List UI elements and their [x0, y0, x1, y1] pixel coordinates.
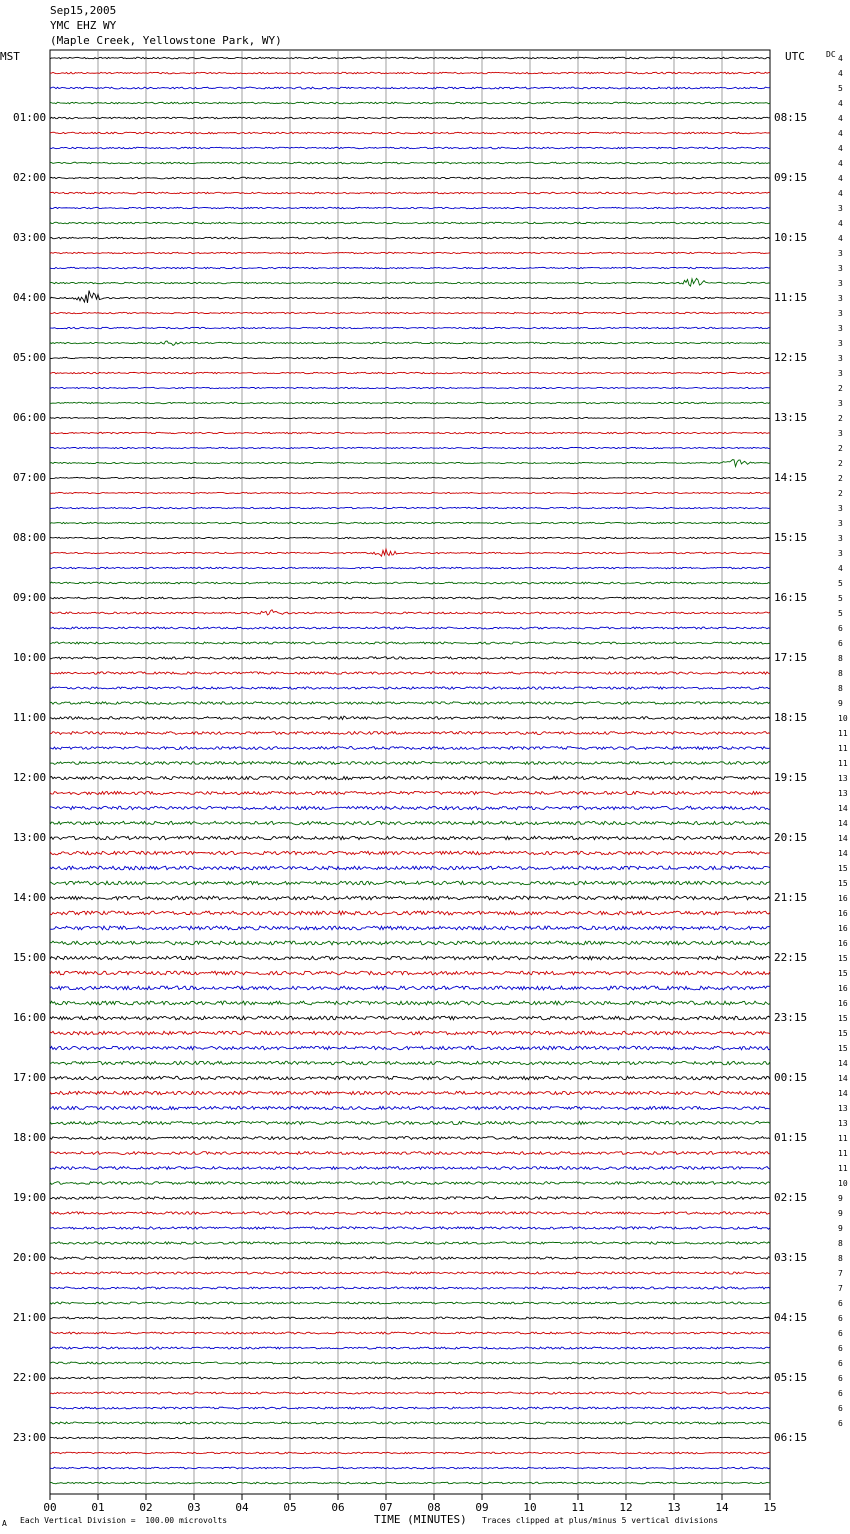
trace-55 [50, 881, 770, 885]
dc-offset-label: 3 [838, 504, 843, 513]
dc-offset-label: 5 [838, 594, 843, 603]
trace-22 [50, 387, 770, 388]
trace-70 [50, 1106, 770, 1109]
trace-39 [50, 642, 770, 644]
x-tick-label-09: 09 [475, 1501, 489, 1514]
dc-offset-label: 9 [838, 1194, 843, 1203]
left-time-label: 16:00 [13, 1011, 47, 1024]
right-time-label: 23:15 [774, 1011, 808, 1024]
station-location: (Maple Creek, Yellowstone Park, WY) [50, 34, 282, 47]
left-time-label: 05:00 [13, 351, 47, 364]
left-time-label: 15:00 [13, 951, 47, 964]
trace-62 [50, 986, 770, 990]
plot-frame [50, 50, 770, 1494]
dc-offset-label: 3 [838, 429, 843, 438]
trace-78 [50, 1227, 770, 1230]
dc-offset-label: 4 [838, 114, 843, 123]
x-tick-label-07: 07 [379, 1501, 393, 1514]
trace-81 [50, 1272, 770, 1274]
trace-6 [50, 147, 770, 149]
dc-offset-label: 4 [838, 564, 843, 573]
left-time-label: 04:00 [13, 291, 47, 304]
trace-26 [50, 447, 770, 448]
trace-89 [50, 1392, 770, 1394]
trace-82 [50, 1287, 770, 1289]
dc-offset-label: 8 [838, 684, 843, 693]
scale-note: Each Vertical Division = 100.00 microvolts [20, 1516, 228, 1525]
trace-25 [50, 432, 770, 433]
dc-offset-label: 6 [838, 1374, 843, 1383]
dc-offset-label: 2 [838, 444, 843, 453]
trace-71 [50, 1121, 770, 1124]
trace-3 [50, 102, 770, 104]
left-time-label: 08:00 [13, 531, 47, 544]
right-time-label: 05:15 [774, 1371, 808, 1384]
trace-23 [50, 402, 770, 403]
left-time-label: 06:00 [13, 411, 47, 424]
trace-83 [50, 1302, 770, 1304]
trace-13 [50, 252, 770, 253]
x-tick-label-14: 14 [715, 1501, 729, 1514]
dc-offset-label: 16 [838, 999, 848, 1008]
dc-offset-label: 4 [838, 219, 843, 228]
dc-offset-label: 6 [838, 1404, 843, 1413]
right-time-label: 20:15 [774, 831, 808, 844]
trace-49 [50, 791, 770, 794]
dc-offset-label: 3 [838, 294, 843, 303]
trace-54 [50, 866, 770, 870]
dc-offset-label: 15 [838, 1029, 848, 1038]
dc-offset-label: 4 [838, 99, 843, 108]
dc-offset-label: 15 [838, 1044, 848, 1053]
trace-64 [50, 1016, 770, 1020]
trace-51 [50, 821, 770, 824]
trace-80 [50, 1257, 770, 1259]
right-time-label: 06:15 [774, 1431, 808, 1444]
trace-14 [50, 267, 770, 268]
trace-79 [50, 1242, 770, 1244]
dc-offset-label: 15 [838, 879, 848, 888]
trace-19 [50, 341, 770, 345]
right-time-label: 00:15 [774, 1071, 808, 1084]
right-time-label: 18:15 [774, 711, 808, 724]
x-tick-label-11: 11 [571, 1501, 585, 1514]
x-tick-label-04: 04 [235, 1501, 249, 1514]
trace-90 [50, 1407, 770, 1409]
dc-offset-label: 7 [838, 1284, 843, 1293]
trace-88 [50, 1377, 770, 1379]
dc-offset-label: 15 [838, 1014, 848, 1023]
dc-offset-label: 4 [838, 54, 843, 63]
dc-offset-label: 3 [838, 309, 843, 318]
dc-offset-label: 6 [838, 639, 843, 648]
trace-86 [50, 1347, 770, 1349]
x-tick-label-02: 02 [139, 1501, 153, 1514]
trace-65 [50, 1031, 770, 1035]
dc-offset-label: 6 [838, 1314, 843, 1323]
trace-93 [50, 1452, 770, 1454]
dc-offset-label: 2 [838, 474, 843, 483]
left-time-label: 13:00 [13, 831, 47, 844]
dc-offset-label: 6 [838, 624, 843, 633]
trace-9 [50, 192, 770, 194]
dc-offset-label: 3 [838, 264, 843, 273]
minute-gridlines [50, 50, 770, 1494]
trace-45 [50, 732, 770, 735]
dc-offset-label: 3 [838, 324, 843, 333]
trace-24 [50, 417, 770, 418]
trace-41 [50, 672, 770, 674]
dc-offset-label: 8 [838, 669, 843, 678]
trace-21 [50, 372, 770, 373]
trace-0 [50, 57, 770, 59]
dc-offset-label: 5 [838, 579, 843, 588]
dc-offset-label: 15 [838, 864, 848, 873]
dc-offset-label: 11 [838, 1149, 848, 1158]
x-tick-label-13: 13 [667, 1501, 681, 1514]
trace-58 [50, 926, 770, 930]
trace-91 [50, 1422, 770, 1424]
dc-offset-label: 14 [838, 849, 848, 858]
dc-offset-label: 3 [838, 354, 843, 363]
dc-offset-label: 3 [838, 279, 843, 288]
dc-offset-label: 16 [838, 894, 848, 903]
right-time-label: 16:15 [774, 591, 808, 604]
trace-35 [50, 582, 770, 584]
right-time-label: 13:15 [774, 411, 808, 424]
left-time-label: 01:00 [13, 111, 47, 124]
dc-offset-label: 10 [838, 1179, 848, 1188]
left-time-label: 11:00 [13, 711, 47, 724]
right-timezone-label: UTC [785, 50, 805, 63]
trace-87 [50, 1362, 770, 1364]
trace-53 [50, 851, 770, 854]
dc-offset-label: 11 [838, 759, 848, 768]
left-time-label: 14:00 [13, 891, 47, 904]
seismic-traces [50, 57, 770, 1484]
trace-5 [50, 132, 770, 134]
trace-63 [50, 1001, 770, 1005]
trace-60 [50, 956, 770, 960]
left-time-label: 21:00 [13, 1311, 47, 1324]
trace-16 [50, 291, 770, 303]
dc-offset-label: 9 [838, 1224, 843, 1233]
right-time-label: 10:15 [774, 231, 808, 244]
right-time-label: 04:15 [774, 1311, 808, 1324]
trace-43 [50, 702, 770, 705]
trace-37 [50, 610, 770, 615]
dc-offset-label: 3 [838, 534, 843, 543]
dc-offset-label: 14 [838, 1059, 848, 1068]
trace-32 [50, 537, 770, 538]
dc-offset-label: 16 [838, 909, 848, 918]
right-time-label: 17:15 [774, 651, 808, 664]
x-tick-label-15: 15 [763, 1501, 777, 1514]
plot-date: Sep15,2005 [50, 4, 117, 17]
dc-offset-label: 2 [838, 414, 843, 423]
dc-offset-label: 13 [838, 1119, 848, 1128]
station-code: YMC EHZ WY [50, 19, 117, 32]
trace-47 [50, 762, 770, 765]
dc-offset-label: 5 [838, 609, 843, 618]
dc-offset-label: 8 [838, 1254, 843, 1263]
x-tick-label-00: 00 [43, 1501, 57, 1514]
left-time-label: 07:00 [13, 471, 47, 484]
dc-offset-label: 14 [838, 834, 848, 843]
trace-52 [50, 836, 770, 839]
x-tick-label-03: 03 [187, 1501, 201, 1514]
trace-15 [50, 278, 770, 286]
right-time-label: 14:15 [774, 471, 808, 484]
dc-offset-label: 11 [838, 744, 848, 753]
left-time-label: 17:00 [13, 1071, 47, 1084]
dc-offset-label: 4 [838, 159, 843, 168]
dc-offset-label: 11 [838, 729, 848, 738]
dc-offset-label: 9 [838, 1209, 843, 1218]
trace-66 [50, 1046, 770, 1050]
dc-offset-label: 3 [838, 249, 843, 258]
trace-56 [50, 896, 770, 900]
right-time-label: 15:15 [774, 531, 808, 544]
dc-offset-label: 6 [838, 1419, 843, 1428]
trace-77 [50, 1212, 770, 1215]
dc-offset-label: 4 [838, 129, 843, 138]
trace-7 [50, 162, 770, 164]
trace-50 [50, 806, 770, 809]
trace-34 [50, 567, 770, 569]
left-time-label: 03:00 [13, 231, 47, 244]
x-tick-label-08: 08 [427, 1501, 441, 1514]
trace-28 [50, 477, 770, 478]
dc-offset-label: 14 [838, 1074, 848, 1083]
dc-offset-label: 11 [838, 1164, 848, 1173]
trace-59 [50, 941, 770, 945]
dc-offset-label: 4 [838, 189, 843, 198]
right-time-label: 09:15 [774, 171, 808, 184]
dc-offset-header: DC [826, 50, 836, 59]
dc-offset-label: 3 [838, 204, 843, 213]
dc-offset-label: 6 [838, 1344, 843, 1353]
dc-offset-label: 3 [838, 369, 843, 378]
dc-offset-label: 11 [838, 1134, 848, 1143]
dc-offset-label: 16 [838, 939, 848, 948]
dc-offset-label: 8 [838, 1239, 843, 1248]
trace-8 [50, 177, 770, 179]
x-axis-title: TIME (MINUTES) [374, 1513, 467, 1526]
trace-11 [50, 222, 770, 224]
x-tick-label-10: 10 [523, 1501, 537, 1514]
trace-30 [50, 507, 770, 508]
left-time-label: 23:00 [13, 1431, 47, 1444]
dc-offset-label: 3 [838, 549, 843, 558]
dc-offset-label: 14 [838, 819, 848, 828]
left-time-label: 09:00 [13, 591, 47, 604]
trace-57 [50, 911, 770, 915]
trace-38 [50, 627, 770, 629]
trace-74 [50, 1167, 770, 1170]
trace-67 [50, 1061, 770, 1064]
footer-mark: A [2, 1519, 7, 1528]
right-time-label: 08:15 [774, 111, 808, 124]
trace-76 [50, 1197, 770, 1200]
trace-4 [50, 117, 770, 119]
dc-offset-label: 2 [838, 459, 843, 468]
dc-offset-label: 14 [838, 804, 848, 813]
trace-75 [50, 1182, 770, 1185]
trace-42 [50, 687, 770, 689]
trace-10 [50, 207, 770, 208]
dc-offset-label: 15 [838, 954, 848, 963]
dc-offset-label: 3 [838, 399, 843, 408]
dc-offset-label: 16 [838, 984, 848, 993]
left-time-label: 10:00 [13, 651, 47, 664]
trace-20 [50, 357, 770, 358]
dc-offset-label: 6 [838, 1329, 843, 1338]
trace-61 [50, 971, 770, 975]
dc-offset-label: 2 [838, 384, 843, 393]
right-time-label: 21:15 [774, 891, 808, 904]
trace-40 [50, 657, 770, 659]
right-time-label: 03:15 [774, 1251, 808, 1264]
trace-44 [50, 716, 770, 719]
dc-offset-label: 6 [838, 1359, 843, 1368]
right-time-label: 02:15 [774, 1191, 808, 1204]
x-tick-label-06: 06 [331, 1501, 345, 1514]
trace-12 [50, 237, 770, 239]
trace-46 [50, 747, 770, 750]
dc-offset-label: 13 [838, 1104, 848, 1113]
left-time-label: 20:00 [13, 1251, 47, 1264]
right-time-label: 11:15 [774, 291, 808, 304]
trace-68 [50, 1076, 770, 1079]
dc-offset-label: 3 [838, 519, 843, 528]
left-timezone-label: MST [0, 50, 20, 63]
right-time-label: 01:15 [774, 1131, 808, 1144]
trace-84 [50, 1317, 770, 1319]
trace-31 [50, 522, 770, 523]
dc-offset-label: 5 [838, 84, 843, 93]
trace-17 [50, 312, 770, 313]
trace-69 [50, 1091, 770, 1094]
x-axis [43, 1494, 776, 1514]
left-time-label: 12:00 [13, 771, 47, 784]
trace-48 [50, 776, 770, 779]
clip-note: Traces clipped at plus/minus 5 vertical divisions [482, 1516, 719, 1525]
dc-offset-label: 9 [838, 699, 843, 708]
left-time-label: 19:00 [13, 1191, 47, 1204]
dc-offset-label: 8 [838, 654, 843, 663]
right-time-label: 12:15 [774, 351, 808, 364]
trace-92 [50, 1437, 770, 1439]
left-time-label: 22:00 [13, 1371, 47, 1384]
trace-1 [50, 72, 770, 74]
dc-offset-label: 6 [838, 1299, 843, 1308]
x-tick-label-12: 12 [619, 1501, 633, 1514]
trace-36 [50, 597, 770, 599]
x-tick-label-01: 01 [91, 1501, 105, 1514]
dc-offset-label: 15 [838, 969, 848, 978]
trace-18 [50, 327, 770, 328]
trace-2 [50, 87, 770, 89]
trace-29 [50, 492, 770, 493]
dc-offset-label: 13 [838, 774, 848, 783]
trace-73 [50, 1152, 770, 1155]
left-time-label: 18:00 [13, 1131, 47, 1144]
dc-offset-label: 4 [838, 174, 843, 183]
trace-95 [50, 1482, 770, 1484]
x-tick-label-05: 05 [283, 1501, 297, 1514]
dc-offset-label: 14 [838, 1089, 848, 1098]
left-time-label: 02:00 [13, 171, 47, 184]
dc-offset-label: 4 [838, 234, 843, 243]
dc-offset-label: 7 [838, 1269, 843, 1278]
trace-94 [50, 1467, 770, 1469]
dc-offset-label: 10 [838, 714, 848, 723]
trace-27 [50, 460, 770, 467]
dc-offset-label: 13 [838, 789, 848, 798]
trace-33 [50, 549, 770, 556]
dc-offset-label: 2 [838, 489, 843, 498]
right-time-label: 19:15 [774, 771, 808, 784]
dc-offset-label: 6 [838, 1389, 843, 1398]
dc-offset-label: 4 [838, 144, 843, 153]
dc-offset-label: 16 [838, 924, 848, 933]
dc-offset-label: 4 [838, 69, 843, 78]
dc-offset-label: 3 [838, 339, 843, 348]
trace-85 [50, 1332, 770, 1334]
right-time-label: 22:15 [774, 951, 808, 964]
trace-72 [50, 1137, 770, 1140]
